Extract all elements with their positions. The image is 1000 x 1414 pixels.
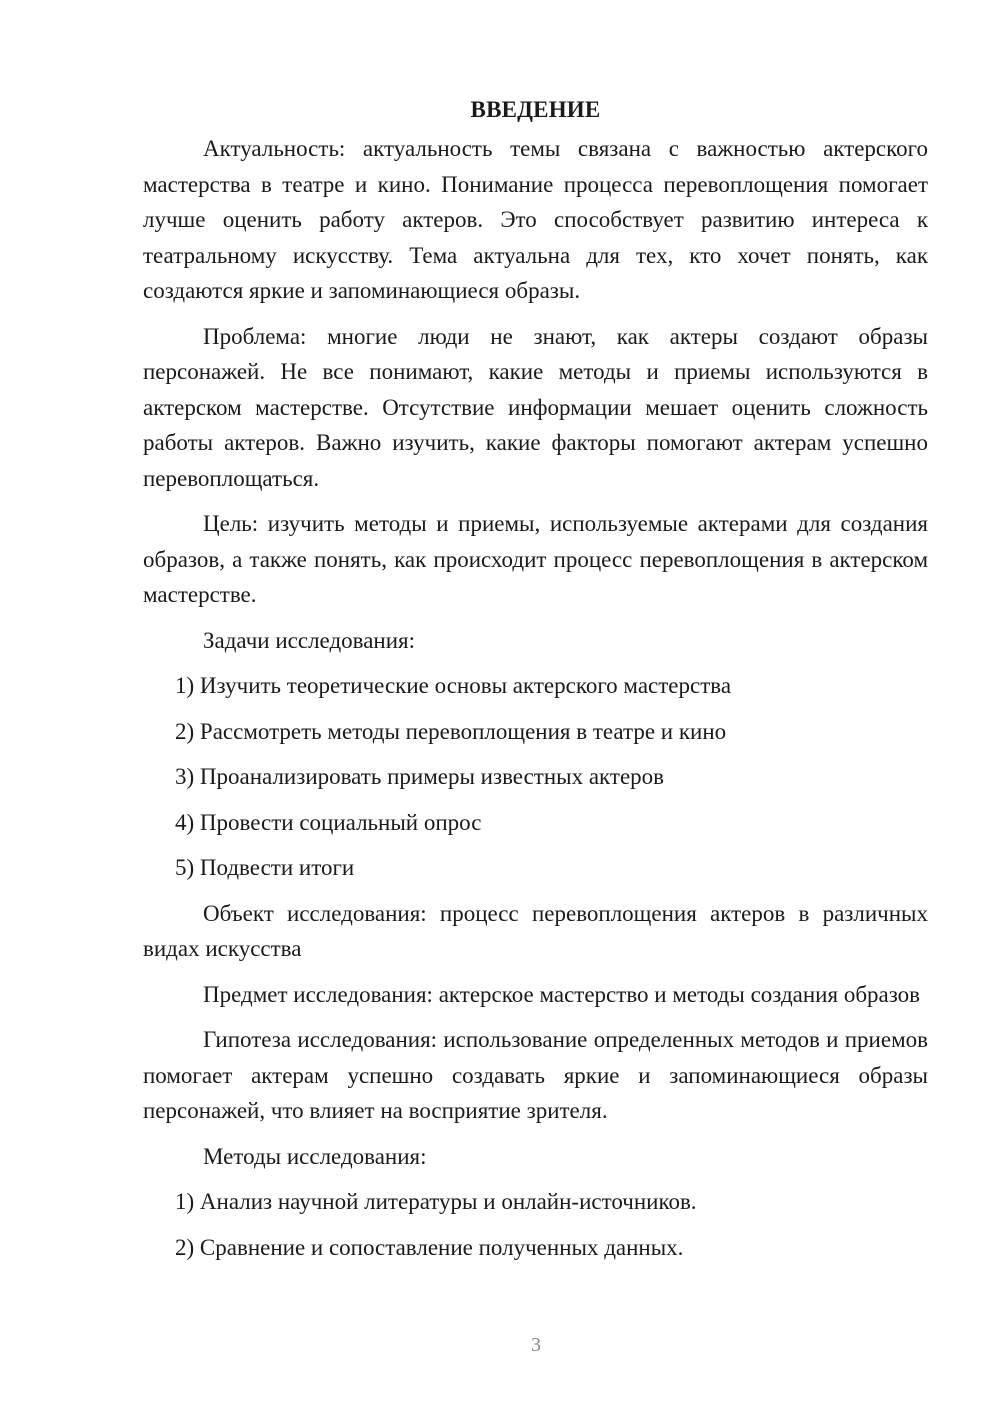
list-item: 2) Рассмотреть методы перевоплощения в театре и кино xyxy=(175,718,727,744)
methods-list xyxy=(143,1184,928,1265)
list-item: 1) Изучить теоретические основы актерского мастерства xyxy=(175,673,732,698)
goal-paragraph: Цель: изучить методы и приемы, используемые актерами для создания образов, а также понять, как происходит процесс перевоплощения в актерском мастерстве. xyxy=(143,511,928,607)
relevance-paragraph: Актуальность: актуальность темы связана с важностью актерского мастерства в театре и кино. Понимание процесса перевоплощения помогает лучше оценить работу актеров. Это способствует развитию интереса к театральному искусству. Тема актуальна для тех, кто хочет понять, как создаются яркие и запоминающиеся образы. xyxy=(143,136,928,303)
problem-paragraph: Проблема: многие люди не знают, как актеры создают образы персонажей. Не все понимают, какие методы и приемы используются в актерском мастерстве. Отсутствие информации мешает оценить сложность работы актеров. Важно изучить, какие факторы помогают актерам успешно перевоплощаться. xyxy=(143,323,928,491)
list-item: 3) Проанализировать примеры известных актеров xyxy=(175,764,665,789)
hypothesis-paragraph: Гипотеза исследования: использование определенных методов и приемов помогает актерам успешно создавать яркие и запоминающиеся образы персонажей, что влияет на восприятие зрителя. xyxy=(143,1027,928,1123)
document-page xyxy=(143,92,928,1275)
list-item: 5) Подвести итоги xyxy=(175,855,355,880)
tasks-list xyxy=(143,668,928,886)
subject-paragraph: Предмет исследования: актерское мастерство и методы создания образов xyxy=(203,981,921,1007)
list-item: 1) Анализ научной литературы и онлайн-источников. xyxy=(175,1189,697,1214)
methods-heading: Методы исследования: xyxy=(203,1143,427,1169)
tasks-heading: Задачи исследования: xyxy=(203,627,416,653)
section-title: ВВЕДЕНИЕ xyxy=(470,97,601,122)
list-item: 2) Сравнение и сопоставление полученных данных. xyxy=(175,1234,684,1260)
object-paragraph: Объект исследования: процесс перевоплощения актеров в различных видах искусства xyxy=(143,900,928,961)
list-item: 4) Провести социальный опрос xyxy=(175,809,482,835)
page-number: 3 xyxy=(531,1334,541,1356)
